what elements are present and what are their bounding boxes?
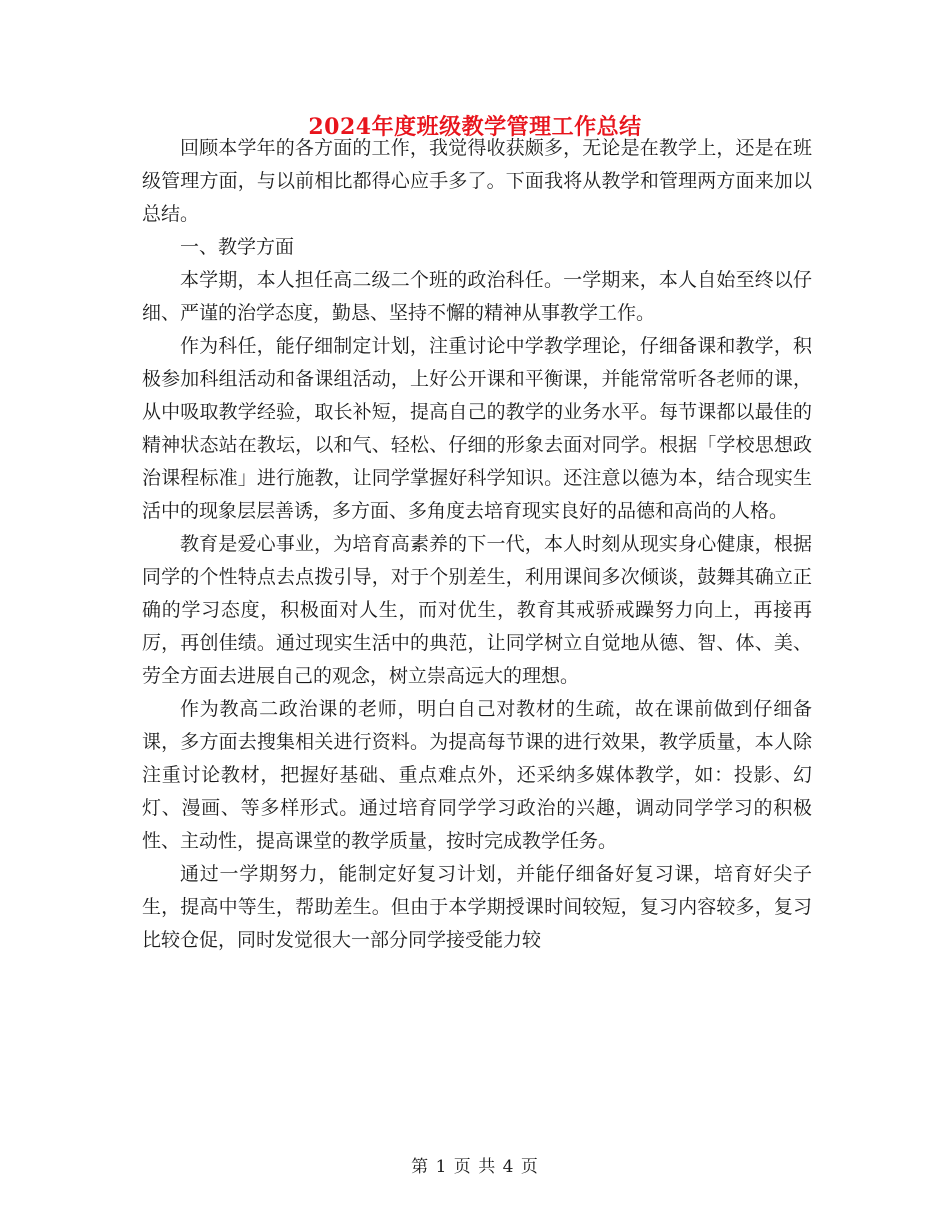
- section-heading-teaching: 一、教学方面: [180, 236, 295, 258]
- document-body: [142, 132, 812, 957]
- page-number-label: 第 1 页 共 4 页: [411, 1157, 539, 1177]
- document-title: 2024年度班级教学管理工作总结: [308, 114, 642, 140]
- paragraph-subject-teacher: 作为科任，能仔细制定计划，注重讨论中学教学理论，仔细备课和教学，积极参加科组活动和备课组活动，上好公开课和平衡课，并能常常听各老师的课，从中吸取教学经验，取长补短，提高自己的教学的业务水平。每节课都以最佳的精神状态站在教坛，以和气、轻松、仔细的形象去面对同学。根据「学校思想政治课程标准」进行施教，让同学掌握好科学知识。还注意以德为本，结合现实生活中的现象层层善诱，多方面、多角度去培育现实良好的品德和高尚的人格。: [142, 335, 812, 522]
- paragraph-education-love: 教育是爱心事业，为培育高素养的下一代，本人时刻从现实身心健康，根据同学的个性特点去点拨引导，对于个别差生，利用课间多次倾谈，鼓舞其确立正确的学习态度，积极面对人生，而对优生，教育其戒骄戒躁努力向上，再接再厉，再创佳绩。通过现实生活中的典范，让同学树立自觉地从德、智、体、美、劳全方面去进展自己的观念，树立崇高远大的理想。: [142, 533, 812, 687]
- paragraph-review-plan: 通过一学期努力，能制定好复习计划，并能仔细备好复习课，培育好尖子生，提高中等生，帮助差生。但由于本学期授课时间较短，复习内容较多，复习比较仓促，同时发觉很大一部分同学接受能力较: [142, 863, 812, 951]
- page-footer: [0, 1155, 950, 1179]
- paragraph-politics-teacher: 作为教高二政治课的老师，明白自己对教材的生疏，故在课前做到仔细备课，多方面去搜集相关进行资料。为提高每节课的进行效果，教学质量，本人除注重讨论教材，把握好基础、重点难点外，还采纳多媒体教学，如：投影、幻灯、漫画、等多样形式。通过培育同学学习政治的兴趣，调动同学学习的积极性、主动性，提高课堂的教学质量，按时完成教学任务。: [142, 698, 812, 852]
- paragraph-teaching-role: 本学期，本人担任高二级二个班的政治科任。一学期来，本人自始至终以仔细、严谨的治学态度，勤恳、坚持不懈的精神从事教学工作。: [142, 269, 812, 324]
- paragraph-intro: 回顾本学年的各方面的工作，我觉得收获颇多，无论是在教学上，还是在班级管理方面，与以前相比都得心应手多了。下面我将从教学和管理两方面来加以总结。: [142, 137, 812, 225]
